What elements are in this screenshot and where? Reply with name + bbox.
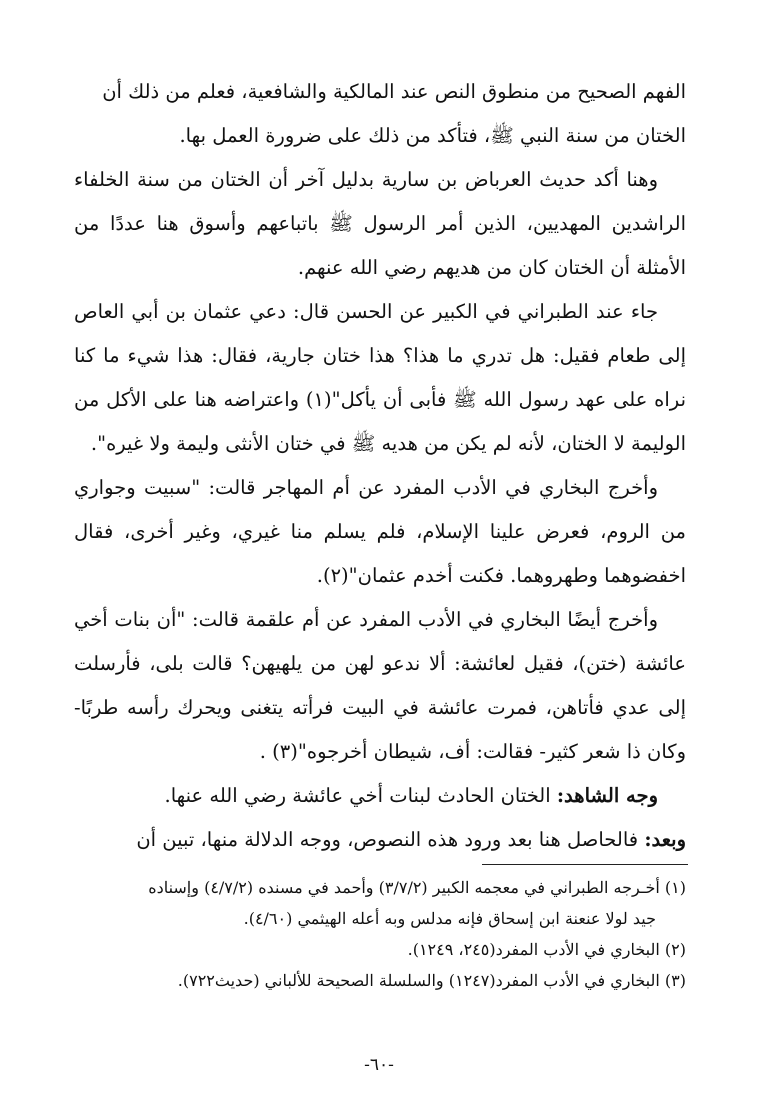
paragraph-1-line-1: الفهم الصحيح من منطوق النص عند المالكية والشافعية، فعلم من ذلك أن: [102, 80, 686, 103]
paragraph-2: وهنا أكد حديث العرباض بن سارية بدليل آخر أن الختان من سنة الخلفاء الراشدين المهديين، الذين أمر الرسول ﷺ باتباعهم وأسوق هنا عددًا من الأمثلة أن الختان كان من هديهم رضي الله عنهم.: [74, 168, 686, 279]
witness-label: وجه الشاهد:: [556, 784, 658, 807]
conclusion-text: فالحاصل هنا بعد ورود هذه النصوص، ووجه الدلالة منها، تبين أن: [136, 828, 645, 851]
page-number: -٦٠-: [364, 1055, 394, 1075]
paragraph-6: [74, 774, 686, 818]
footnotes: [74, 872, 686, 996]
paragraph-5: وأخرج أيضًا البخاري في الأدب المفرد عن أم علقمة قالت: "أن بنات أخي عائشة (ختن)، فقيل لعائشة: ألا ندعو لهن من يلهيهن؟ قالت بلى، فأرسلت إلى عدي فأتاهن، فمرت عائشة في البيت فرأته يتغنى ويحرك رأسه طربًا- وكان ذا شعر كثير- فقالت: أف، شيطان أخرجوه"(٣) .: [74, 608, 686, 763]
footnote-1-line-1: (١) أخـرجه الطبراني في معجمه الكبير (٣/٧/٢) وأحمد في مسنده (٤/٧/٢) وإسناده: [148, 878, 686, 897]
paragraph-4: وأخرج البخاري في الأدب المفرد عن أم المهاجر قالت: "سبيت وجواري من الروم، فعرض علينا الإسلام، فلم يسلم منا غيري، وغير أخرى، فقال اخفضوهما وطهروهما. فكنت أخدم عثمان"(٢).: [74, 476, 686, 587]
witness-text: الختان الحادث لبنات أخي عائشة رضي الله عنها.: [164, 784, 557, 807]
footnote-2: (٢) البخاري في الأدب المفرد(٢٤٥، ١٢٤٩).: [407, 940, 686, 959]
paragraph-7: [74, 818, 686, 862]
main-text: [74, 70, 686, 862]
paragraph-1: [74, 70, 686, 158]
footnote-3: (٣) البخاري في الأدب المفرد(١٢٤٧) والسلسلة الصحيحة للألباني (حديث٧٢٢).: [177, 971, 686, 990]
footnote-1-line-2: جيد لولا عنعنة ابن إسحاق فإنه مدلس وبه أعله الهيثمي (٤/٦٠).: [243, 909, 656, 928]
conclusion-label: وبعد:: [644, 828, 686, 851]
footnote-divider: [482, 864, 688, 865]
paragraph-1-line-2: الختان من سنة النبي ﷺ، فتأكد من ذلك على ضرورة العمل بها.: [179, 124, 686, 147]
paragraph-3: جاء عند الطبراني في الكبير عن الحسن قال: دعي عثمان بن أبي العاص إلى طعام فقيل: هل تدري ما هذا؟ هذا ختان جارية، فقال: هذا شيء ما كنا نراه على عهد رسول الله ﷺ فأبى أن يأكل"(١) واعتراضه هنا على الأكل من الوليمة لا الختان، لأنه لم يكن من هديه ﷺ في ختان الأنثى وليمة ولا غيره".: [74, 300, 686, 455]
